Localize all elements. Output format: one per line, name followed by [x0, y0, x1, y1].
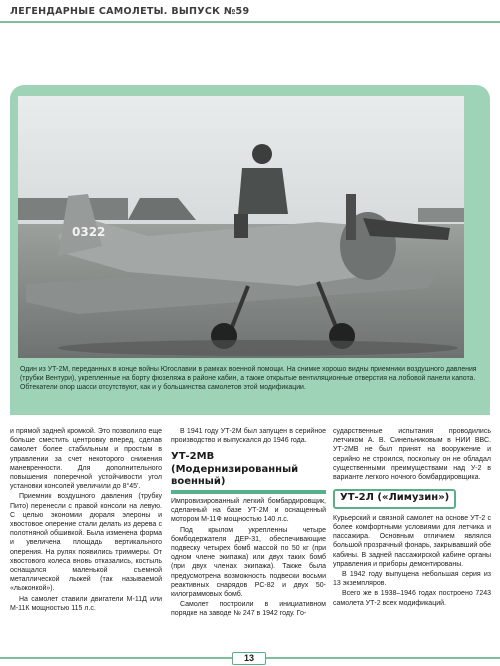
pilot-leg — [234, 214, 248, 238]
page-header — [0, 0, 500, 24]
aircraft-shadow — [58, 340, 458, 356]
paragraph: На самолет ставили двигатели М-11Д или М-11К мощностью 115 л.с. — [10, 595, 162, 612]
header-divider — [0, 21, 500, 23]
page-number: 13 — [232, 652, 266, 665]
section-title-ut2mv: УТ-2МВ (Модернизированный военный) — [171, 451, 299, 488]
paragraph: Под крылом укрепленны четыре бомбодержателя ДЕР-31, обеспечивающие подвеску четырех бомб массой по 50 кг (при одном члене экипажа) или двух таких бомб (при двух членах экипажа). Также была предусмотрена возможность подвески восьми реактивных снарядов РС-82 и двух 50-килограммовых бомб. — [171, 526, 326, 598]
pilot-body — [238, 168, 288, 214]
paragraph: Курьерский и связной самолет на основе УТ-2 с более комфортными условиями для летчика и пассажира. Основным отличием являлся большой прозрачный фонарь, закрывавший обе кабины. В задней пассажирской кабине органы управления и приборы демонтированы. — [333, 514, 491, 568]
paragraph: Всего же в 1938–1946 годах построено 7243 самолета УТ-2 всех модификаций. — [333, 590, 491, 607]
text-column-3 — [333, 427, 491, 609]
section-title-ut2l: УТ-2Л («Лимузин») — [333, 489, 456, 509]
pilot-head — [252, 144, 272, 164]
text-column-2 — [171, 427, 326, 620]
magazine-title: ЛЕГЕНДАРНЫЕ САМОЛЕТЫ. ВЫПУСК №59 — [10, 6, 250, 17]
paragraph: Самолет построили в инициативном порядке на заводе № 247 в 1942 году. Го- — [171, 601, 326, 618]
paragraph: сударственные испытания проводились летчиком А. В. Синельниковым в НИИ ВВС. УТ-2МВ не был принят на вооружение и серийно не строился, поскольку он не обладал существенными преимуществами над У-2 в варианте легкого ночного бомбардировщика. — [333, 428, 491, 482]
photo-caption: Один из УТ-2М, переданных в конце войны Югославии в рамках военной помощи. На снимке хорошо видны приемники воздушного давления (трубки Вентури), укрепленные на борту фюзеляжа в районе кабин, а также открытые вентиляционные отверстия на лобовой панели капота. Обтекатели опор шасси отсутствуют, как и у большинства самолетов этой модификации. — [20, 366, 477, 391]
paragraph: В 1942 году выпущена небольшая серия из 13 экземпляров. — [333, 570, 491, 588]
tail-number: 0322 — [72, 225, 106, 239]
distant-trees — [418, 208, 464, 222]
section-title-underline — [171, 490, 326, 494]
propeller-hub — [346, 194, 356, 240]
paragraph: Приемник воздушного давления (трубку Пито) перенесли с правой консоли на левую. С целью экономии дюраля элероны и хвостовое оперение стали делать из дерева с полотняной обшивкой. Была изменена форма и увеличена площадь вертикального оперения. На рулях появились триммеры. От хвостового колеса вновь отказались, костыль оснащался маленькой съемной металлической лыжей (так называемой «лыжонкой»). — [10, 493, 162, 593]
aircraft-photo-illustration — [18, 96, 464, 358]
paragraph: Импровизированный легкий бомбардировщик, сделанный на базе УТ-2М и оснащенный мотором М-11Ф мощностью 140 л.с. — [171, 497, 326, 524]
aircraft-photo — [18, 96, 464, 358]
text-column-1 — [10, 427, 162, 614]
paragraph: и прямой задней кромкой. Это позволило еще больше сместить центровку вперед, сделав самолет более стабильным и простым в управлении за счет некоторого снижения маневренности. Для дополнительного повышения поперечной устойчивости угол установки консолей увеличили до 8°45'. — [10, 428, 162, 491]
paragraph: В 1941 году УТ-2М был запущен в серийное производство и выпускался до 1946 года. — [171, 428, 326, 445]
